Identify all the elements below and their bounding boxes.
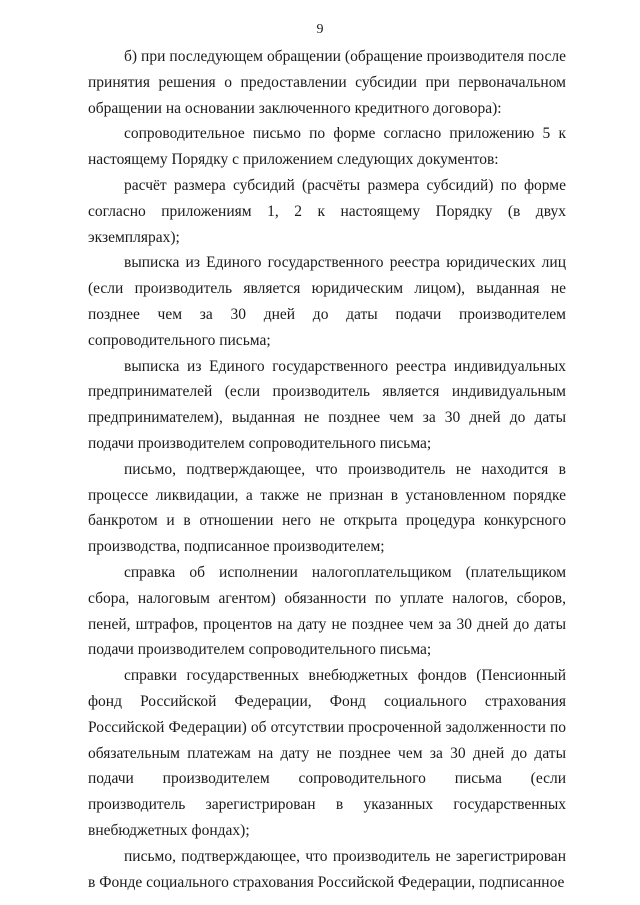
paragraph-cover-letter: сопроводительное письмо по форме согласно приложению 5 к настоящему Порядку с приложением следующих документов: [88,125,566,169]
paragraph-extrabudgetary-funds-certificates: справки государственных внебюджетных фондов (Пенсионный фонд Российской Федерации, Фонд социального страхования Российской Федерации) об отсутствии просроченной задолженности по обязательным платежам на дату не позднее чем за 30 дней до даты подачи производителем сопроводительного письма (если производитель зарегистрирован в указанных государственных внебюджетных фондах); [88,667,566,839]
paragraph-subsidy-calculation: расчёт размера субсидий (расчёты размера субсидий) по форме согласно приложениям 1, 2 к настоящему Порядку (в двух экземплярах); [88,176,566,246]
page-number: 9 [316,22,324,37]
paragraph-liquidation-letter: письмо, подтверждающее, что производитель не находится в процессе ликвидации, а также не признан в установленном порядке банкротом и в отношении него не открыта процедура конкурсного производства, подписанное производителем; [88,460,566,556]
document-body [88,44,566,895]
paragraph-social-insurance-letter: письмо, подтверждающее, что производитель не зарегистрирован в Фонде социального страхования Российской Федерации, подписанное [88,847,566,891]
paragraph-legal-entity-extract: выписка из Единого государственного реестра юридических лиц (если производитель является юридическим лицом), выданная не позднее чем за 30 дней до даты подачи производителем сопроводительного письма; [88,254,566,349]
paragraph-entrepreneur-extract: выписка из Единого государственного реестра индивидуальных предпринимателей (если производитель является индивидуальным предпринимателем), выданная не позднее чем за 30 дней до даты подачи производителем сопроводительного письма; [88,357,566,452]
paragraph-tax-certificate: справка об исполнении налогоплательщиком (плательщиком сбора, налоговым агентом) обязанности по уплате налогов, сборов, пеней, штрафов, процентов на дату не позднее чем за 30 дней до даты подачи производителем сопроводительного письма; [88,563,566,659]
paragraph-subsequent-application: б) при последующем обращении (обращение производителя после принятия решения о предоставлении субсидии при первоначальном обращении на основании заключенного кредитного договора): [88,48,566,117]
